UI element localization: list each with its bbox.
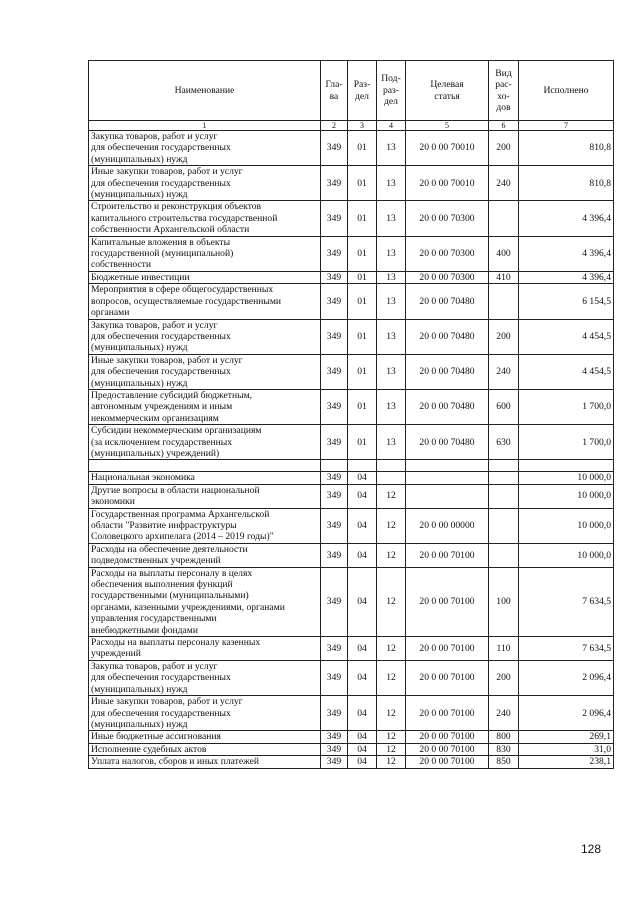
row-glava-cell: 349 [321, 756, 348, 768]
row-podrazdel-cell: 12 [377, 508, 406, 543]
table-row [89, 201, 614, 236]
row-executed-cell: 4 396,4 [519, 201, 614, 236]
column-number: 6 [489, 121, 519, 131]
row-podrazdel-cell: 12 [377, 543, 406, 567]
row-target-article-cell: 20 0 00 70480 [406, 284, 489, 319]
column-number: 1 [89, 121, 321, 131]
row-expense-type-cell: 200 [489, 660, 519, 695]
row-podrazdel-cell [377, 460, 406, 472]
row-glava-cell: 349 [321, 567, 348, 636]
row-razdel-cell: 01 [348, 284, 377, 319]
row-target-article-cell: 20 0 00 70480 [406, 354, 489, 389]
table-row [89, 425, 614, 460]
row-executed-cell: 4 454,5 [519, 354, 614, 389]
row-podrazdel-cell: 13 [377, 236, 406, 271]
row-glava-cell: 349 [321, 508, 348, 543]
row-glava-cell: 349 [321, 354, 348, 389]
row-expense-type-cell: 200 [489, 319, 519, 354]
row-executed-cell: 31,0 [519, 743, 614, 755]
row-target-article-cell [406, 484, 489, 508]
row-target-article-cell [406, 460, 489, 472]
row-razdel-cell: 04 [348, 484, 377, 508]
row-glava-cell: 349 [321, 696, 348, 731]
table-row [89, 389, 614, 424]
row-expense-type-cell: 800 [489, 731, 519, 743]
row-name-cell: Капитальные вложения в объекты государственной (муниципальной) собственности [89, 236, 321, 271]
row-razdel-cell: 04 [348, 696, 377, 731]
header-row [89, 61, 614, 121]
column-number: 3 [348, 121, 377, 131]
row-expense-type-cell [489, 201, 519, 236]
row-razdel-cell: 01 [348, 389, 377, 424]
table-row [89, 460, 614, 472]
row-glava-cell: 349 [321, 660, 348, 695]
row-podrazdel-cell: 12 [377, 484, 406, 508]
row-executed-cell: 10 000,0 [519, 472, 614, 484]
row-expense-type-cell: 410 [489, 271, 519, 283]
row-target-article-cell: 20 0 00 70100 [406, 543, 489, 567]
column-number: 4 [377, 121, 406, 131]
table-row [89, 756, 614, 768]
row-razdel-cell: 04 [348, 756, 377, 768]
row-expense-type-cell: 630 [489, 425, 519, 460]
row-executed-cell: 10 000,0 [519, 543, 614, 567]
row-razdel-cell: 04 [348, 508, 377, 543]
row-razdel-cell: 01 [348, 131, 377, 166]
row-executed-cell: 4 396,4 [519, 271, 614, 283]
header-name: Наименование [89, 61, 321, 121]
row-glava-cell: 349 [321, 731, 348, 743]
row-name-cell: Мероприятия в сфере общегосударственных вопросов, осуществляемые государственными органами [89, 284, 321, 319]
row-glava-cell: 349 [321, 271, 348, 283]
row-razdel-cell: 04 [348, 731, 377, 743]
row-razdel-cell: 01 [348, 166, 377, 201]
row-target-article-cell: 20 0 00 70100 [406, 743, 489, 755]
row-target-article-cell: 20 0 00 00000 [406, 508, 489, 543]
row-executed-cell: 269,1 [519, 731, 614, 743]
row-target-article-cell: 20 0 00 70300 [406, 236, 489, 271]
row-razdel-cell: 01 [348, 425, 377, 460]
row-expense-type-cell [489, 460, 519, 472]
row-name-cell: Исполнение судебных актов [89, 743, 321, 755]
table-row [89, 131, 614, 166]
table-row [89, 543, 614, 567]
row-razdel-cell: 01 [348, 236, 377, 271]
row-target-article-cell: 20 0 00 70480 [406, 425, 489, 460]
row-podrazdel-cell: 13 [377, 284, 406, 319]
row-glava-cell: 349 [321, 743, 348, 755]
row-expense-type-cell: 830 [489, 743, 519, 755]
row-glava-cell: 349 [321, 284, 348, 319]
row-name-cell: Иные закупки товаров, работ и услуг для обеспечения государственных (муниципальных) нужд [89, 354, 321, 389]
row-executed-cell [519, 460, 614, 472]
row-target-article-cell [406, 472, 489, 484]
row-target-article-cell: 20 0 00 70100 [406, 731, 489, 743]
row-executed-cell: 6 154,5 [519, 284, 614, 319]
row-razdel-cell: 04 [348, 543, 377, 567]
row-podrazdel-cell: 13 [377, 201, 406, 236]
row-podrazdel-cell: 12 [377, 731, 406, 743]
row-target-article-cell: 20 0 00 70100 [406, 637, 489, 661]
table-row [89, 354, 614, 389]
table-row [89, 696, 614, 731]
row-target-article-cell: 20 0 00 70100 [406, 567, 489, 636]
table-row [89, 508, 614, 543]
row-expense-type-cell: 240 [489, 166, 519, 201]
row-podrazdel-cell: 13 [377, 166, 406, 201]
row-executed-cell: 238,1 [519, 756, 614, 768]
row-podrazdel-cell: 13 [377, 354, 406, 389]
header-glava: Гла- ва [321, 61, 348, 121]
row-glava-cell: 349 [321, 425, 348, 460]
row-podrazdel-cell: 13 [377, 131, 406, 166]
row-name-cell: Иные закупки товаров, работ и услуг для обеспечения государственных (муниципальных) нужд [89, 696, 321, 731]
header-podrazdel: Под- раз- дел [377, 61, 406, 121]
row-razdel-cell: 04 [348, 743, 377, 755]
row-target-article-cell: 20 0 00 70300 [406, 201, 489, 236]
page-number: 128 [581, 842, 602, 856]
row-name-cell [89, 460, 321, 472]
row-expense-type-cell [489, 284, 519, 319]
row-target-article-cell: 20 0 00 70010 [406, 131, 489, 166]
row-expense-type-cell: 240 [489, 696, 519, 731]
table-row [89, 319, 614, 354]
row-expense-type-cell: 850 [489, 756, 519, 768]
row-name-cell: Предоставление субсидий бюджетным, автономным учреждениям и иным некоммерческим организациям [89, 389, 321, 424]
row-glava-cell: 349 [321, 543, 348, 567]
row-podrazdel-cell: 12 [377, 743, 406, 755]
row-glava-cell: 349 [321, 236, 348, 271]
row-target-article-cell: 20 0 00 70480 [406, 389, 489, 424]
column-number: 7 [519, 121, 614, 131]
row-name-cell: Другие вопросы в области национальной экономики [89, 484, 321, 508]
row-glava-cell: 349 [321, 201, 348, 236]
row-target-article-cell: 20 0 00 70480 [406, 319, 489, 354]
row-executed-cell: 4 454,5 [519, 319, 614, 354]
header-razdel: Раз- дел [348, 61, 377, 121]
row-podrazdel-cell: 13 [377, 319, 406, 354]
row-expense-type-cell: 600 [489, 389, 519, 424]
row-expense-type-cell: 200 [489, 131, 519, 166]
row-expense-type-cell [489, 472, 519, 484]
budget-execution-table [88, 60, 614, 769]
table-row [89, 484, 614, 508]
row-name-cell: Уплата налогов, сборов и иных платежей [89, 756, 321, 768]
row-podrazdel-cell: 13 [377, 425, 406, 460]
header-executed: Исполнено [519, 61, 614, 121]
header-expense-type: Вид рас- хо- дов [489, 61, 519, 121]
row-executed-cell: 810,8 [519, 131, 614, 166]
table-row [89, 637, 614, 661]
row-executed-cell: 2 096,4 [519, 660, 614, 695]
row-executed-cell: 4 396,4 [519, 236, 614, 271]
row-expense-type-cell [489, 508, 519, 543]
row-expense-type-cell [489, 543, 519, 567]
row-podrazdel-cell: 12 [377, 660, 406, 695]
row-podrazdel-cell: 12 [377, 567, 406, 636]
row-executed-cell: 1 700,0 [519, 425, 614, 460]
row-podrazdel-cell: 12 [377, 756, 406, 768]
row-glava-cell: 349 [321, 131, 348, 166]
row-name-cell: Расходы на выплаты персоналу в целях обеспечения выполнения функций государственными (муниципальными) органами, казенными учреждениями, органами управления государственными внебюджетными фондами [89, 567, 321, 636]
table-row [89, 472, 614, 484]
row-target-article-cell: 20 0 00 70100 [406, 696, 489, 731]
row-razdel-cell: 01 [348, 201, 377, 236]
row-glava-cell: 349 [321, 319, 348, 354]
table-row [89, 236, 614, 271]
table-row [89, 731, 614, 743]
row-executed-cell: 10 000,0 [519, 508, 614, 543]
row-name-cell: Закупка товаров, работ и услуг для обеспечения государственных (муниципальных) нужд [89, 660, 321, 695]
row-name-cell: Государственная программа Архангельской области "Развитие инфраструктуры Соловецкого архипелага (2014 – 2019 годы)" [89, 508, 321, 543]
column-number: 2 [321, 121, 348, 131]
row-name-cell: Иные закупки товаров, работ и услуг для обеспечения государственных (муниципальных) нужд [89, 166, 321, 201]
row-target-article-cell: 20 0 00 70100 [406, 660, 489, 695]
row-target-article-cell: 20 0 00 70100 [406, 756, 489, 768]
row-razdel-cell: 04 [348, 637, 377, 661]
row-executed-cell: 10 000,0 [519, 484, 614, 508]
table-row [89, 284, 614, 319]
row-glava-cell: 349 [321, 484, 348, 508]
row-name-cell: Бюджетные инвестиции [89, 271, 321, 283]
row-razdel-cell: 01 [348, 319, 377, 354]
row-name-cell: Иные бюджетные ассигнования [89, 731, 321, 743]
row-glava-cell [321, 460, 348, 472]
table-row [89, 271, 614, 283]
row-razdel-cell: 01 [348, 271, 377, 283]
table-row [89, 743, 614, 755]
row-executed-cell: 810,8 [519, 166, 614, 201]
row-expense-type-cell: 400 [489, 236, 519, 271]
table-row [89, 567, 614, 636]
row-target-article-cell: 20 0 00 70010 [406, 166, 489, 201]
row-expense-type-cell: 240 [489, 354, 519, 389]
row-razdel-cell: 04 [348, 567, 377, 636]
row-razdel-cell: 01 [348, 354, 377, 389]
row-expense-type-cell: 110 [489, 637, 519, 661]
table-row [89, 660, 614, 695]
column-numbers-row [89, 121, 614, 131]
row-podrazdel-cell: 13 [377, 389, 406, 424]
row-name-cell: Субсидии некоммерческим организациям (за исключением государственных (муниципальных) учреждений) [89, 425, 321, 460]
row-executed-cell: 7 634,5 [519, 637, 614, 661]
row-name-cell: Закупка товаров, работ и услуг для обеспечения государственных (муниципальных) нужд [89, 131, 321, 166]
row-expense-type-cell: 100 [489, 567, 519, 636]
row-podrazdel-cell [377, 472, 406, 484]
row-podrazdel-cell: 12 [377, 637, 406, 661]
row-executed-cell: 2 096,4 [519, 696, 614, 731]
row-expense-type-cell [489, 484, 519, 508]
row-glava-cell: 349 [321, 472, 348, 484]
row-glava-cell: 349 [321, 389, 348, 424]
row-executed-cell: 7 634,5 [519, 567, 614, 636]
row-name-cell: Национальная экономика [89, 472, 321, 484]
table-row [89, 166, 614, 201]
header-target-article: Целевая статья [406, 61, 489, 121]
row-podrazdel-cell: 13 [377, 271, 406, 283]
row-executed-cell: 1 700,0 [519, 389, 614, 424]
row-razdel-cell: 04 [348, 660, 377, 695]
row-razdel-cell [348, 460, 377, 472]
row-podrazdel-cell: 12 [377, 696, 406, 731]
row-glava-cell: 349 [321, 637, 348, 661]
column-number: 5 [406, 121, 489, 131]
row-name-cell: Закупка товаров, работ и услуг для обеспечения государственных (муниципальных) нужд [89, 319, 321, 354]
row-glava-cell: 349 [321, 166, 348, 201]
row-name-cell: Расходы на выплаты персоналу казенных учреждений [89, 637, 321, 661]
row-target-article-cell: 20 0 00 70300 [406, 271, 489, 283]
row-razdel-cell: 04 [348, 472, 377, 484]
row-name-cell: Строительство и реконструкция объектов капитального строительства государственной собственности Архангельской области [89, 201, 321, 236]
row-name-cell: Расходы на обеспечение деятельности подведомственных учреждений [89, 543, 321, 567]
